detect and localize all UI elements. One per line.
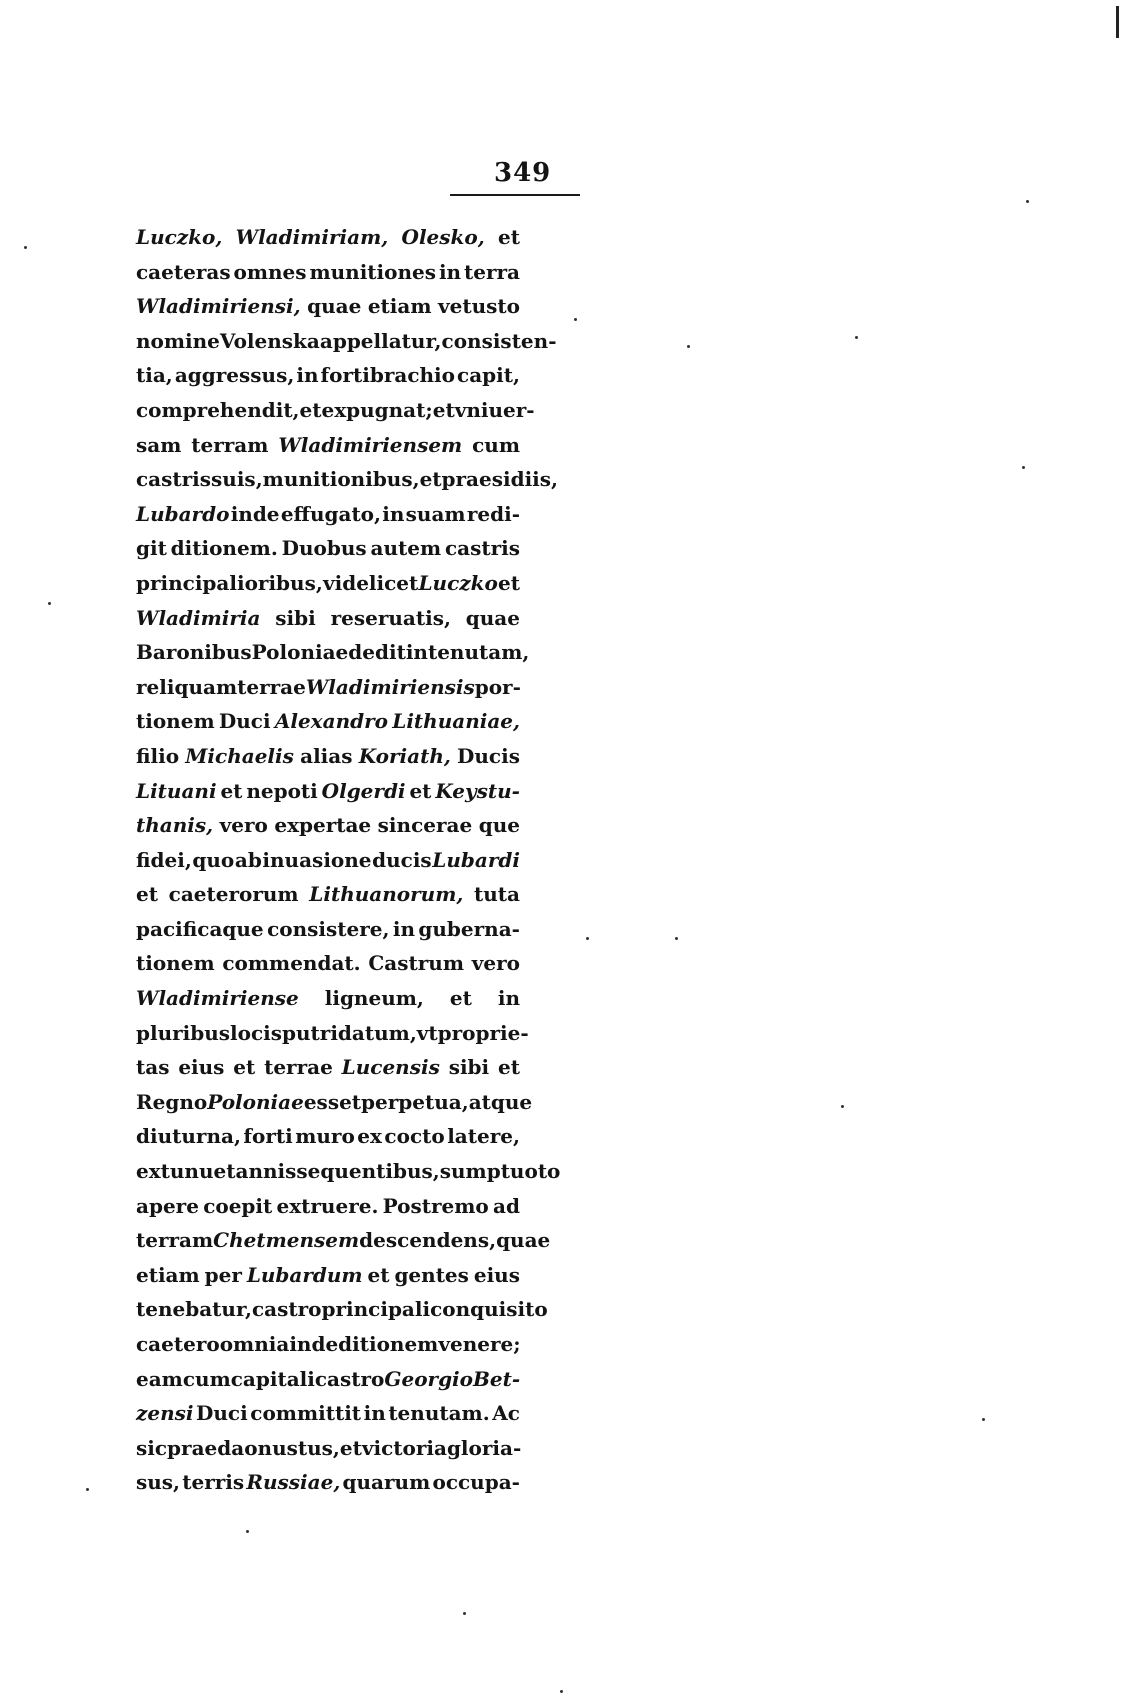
scan-speck	[675, 937, 678, 940]
scan-speck	[855, 336, 858, 339]
word: in	[405, 640, 428, 665]
word: appellatur,	[319, 328, 442, 353]
word: consisten-	[441, 328, 557, 353]
italic-word: thanis,	[136, 813, 214, 838]
italic-word: Michaelis	[185, 743, 294, 768]
word: praeda	[167, 1435, 245, 1460]
word: etiam	[367, 294, 432, 319]
word: praesidiis,	[441, 467, 558, 492]
scan-speck	[24, 246, 27, 249]
text-line	[136, 1154, 561, 1189]
text-line	[136, 289, 520, 324]
word: et	[432, 397, 455, 422]
word: inuasione	[262, 847, 372, 872]
word: principali	[321, 1297, 431, 1322]
word: tionem	[136, 951, 215, 976]
word: in	[363, 1401, 386, 1426]
word: extruere.	[276, 1193, 379, 1218]
italic-word: Bet-	[473, 1366, 521, 1391]
italic-word: Olgerdi	[321, 778, 406, 803]
scan-speck	[463, 1612, 466, 1615]
word: Duci	[218, 709, 271, 734]
scan-speck	[1026, 200, 1029, 203]
word: et	[339, 1435, 362, 1460]
word: fidei,	[136, 847, 192, 872]
word: atque	[468, 1089, 533, 1114]
word: Baronibus	[136, 640, 252, 665]
scan-speck	[246, 1530, 249, 1533]
word: autem	[370, 536, 442, 561]
word: deditionem	[311, 1332, 439, 1356]
word: effugato,	[280, 501, 381, 526]
italic-word: Luczko,	[136, 225, 223, 249]
text-line	[136, 1085, 533, 1120]
word: conquisito	[430, 1297, 548, 1322]
word: proprie-	[437, 1020, 529, 1045]
word: comprehendit,	[136, 397, 300, 422]
word: tionem	[136, 709, 215, 734]
word: eam	[136, 1366, 183, 1391]
word: filio	[136, 743, 180, 768]
text-line	[136, 1465, 520, 1500]
text-line	[136, 601, 520, 636]
text-line	[136, 1431, 520, 1466]
word: quae	[496, 1228, 551, 1253]
text-line	[136, 774, 520, 809]
word: et	[449, 986, 472, 1011]
scan-speck	[982, 1418, 985, 1421]
word: caetero	[136, 1332, 220, 1356]
word: quo	[192, 847, 235, 872]
word: et	[498, 570, 520, 595]
word: annis	[235, 1159, 297, 1184]
word: pacificaque	[136, 916, 264, 941]
word: in	[382, 501, 405, 526]
text-line	[136, 566, 520, 601]
scan-speck	[48, 602, 51, 605]
italic-word: Lithuanorum,	[309, 882, 464, 907]
word: gloria-	[446, 1435, 522, 1460]
scan-speck	[687, 345, 690, 348]
word: sic	[136, 1435, 168, 1460]
word: Volenska	[219, 328, 320, 353]
word: etiam	[136, 1262, 200, 1287]
word: vt	[416, 1020, 438, 1045]
text-line	[136, 670, 520, 705]
word: terris	[182, 1470, 245, 1495]
word: in	[497, 986, 520, 1011]
word: sibi	[448, 1055, 490, 1080]
word: et	[213, 1159, 236, 1184]
italic-word: Lituani	[136, 778, 217, 803]
text-line	[136, 1119, 520, 1154]
word: sam	[136, 432, 182, 457]
word: redi-	[466, 501, 520, 526]
word: et	[367, 1262, 390, 1287]
word: suis,	[211, 467, 263, 492]
header-rule	[450, 194, 580, 196]
word: reliquam	[136, 674, 238, 699]
italic-word: Lucensis	[341, 1055, 440, 1080]
word: quae	[307, 294, 362, 319]
italic-word: zensi	[136, 1401, 194, 1426]
word: vniuer-	[454, 397, 535, 422]
italic-word: Lubardo	[136, 501, 230, 526]
word: sumptuoto	[439, 1159, 561, 1184]
word: gentes	[394, 1262, 469, 1287]
word: castris	[444, 536, 520, 561]
word: victoria	[361, 1435, 447, 1460]
word: et	[220, 778, 243, 803]
word: terrae	[264, 1055, 333, 1080]
word: tenebatur,	[136, 1297, 252, 1322]
italic-word: Alexandro	[274, 709, 388, 734]
italic-word: Koriath,	[358, 743, 451, 768]
word: nomine	[136, 328, 220, 353]
text-line	[136, 220, 520, 255]
word: in	[438, 259, 462, 284]
word: castro	[314, 1366, 385, 1391]
italic-word: Wladimiria	[136, 605, 261, 630]
word: tas	[136, 1055, 170, 1080]
italic-word: Wladimiriensem	[278, 432, 463, 457]
scan-edge-mark	[1116, 6, 1119, 38]
word: sequentibus,	[296, 1159, 440, 1184]
italic-word: Wladimiriensi,	[136, 294, 301, 319]
word: ligneum,	[324, 986, 424, 1011]
word: et	[233, 1055, 256, 1080]
word: cum	[472, 432, 520, 457]
word: cocto	[384, 1124, 445, 1149]
word: eius	[473, 1262, 520, 1287]
word: aggressus,	[174, 363, 295, 388]
text-line	[136, 635, 530, 670]
word: principalioribus,	[136, 570, 323, 595]
word: terram	[191, 432, 269, 457]
word: commendat.	[222, 951, 361, 976]
italic-word: Russiae,	[246, 1470, 341, 1495]
word: putridatum,	[282, 1020, 417, 1045]
word: Ducis	[457, 743, 520, 768]
word: terrae	[237, 674, 306, 699]
word: Regno	[136, 1089, 208, 1114]
text-line	[136, 912, 520, 947]
text-line	[136, 843, 520, 878]
word: videlicet	[323, 570, 419, 595]
word: tia,	[136, 363, 173, 388]
word: ex	[357, 1124, 382, 1149]
word: muro	[295, 1124, 355, 1149]
word: locis	[230, 1020, 283, 1045]
word: tenutam,	[427, 640, 530, 665]
word: terra	[464, 259, 520, 284]
word: omnes	[233, 259, 307, 284]
text-line	[136, 704, 520, 739]
italic-word: Georgio	[384, 1366, 473, 1391]
text-line	[136, 877, 520, 912]
text-line	[136, 1258, 520, 1293]
text-line	[136, 497, 520, 532]
text-line	[136, 946, 520, 981]
word: sibi	[275, 605, 316, 630]
text-line	[136, 1223, 551, 1258]
word: apere	[136, 1193, 199, 1218]
word: committit	[250, 1401, 362, 1426]
word: occupa-	[432, 1470, 520, 1495]
word: omnia	[219, 1332, 290, 1356]
text-line	[136, 393, 535, 428]
word: extunu	[136, 1159, 214, 1184]
scan-speck	[560, 1690, 563, 1693]
word: capit,	[457, 363, 520, 388]
scan-speck	[841, 1105, 844, 1108]
text-line	[136, 1327, 520, 1362]
word: Duobus	[281, 536, 367, 561]
word: ab	[234, 847, 262, 872]
word: reseruatis,	[330, 605, 451, 630]
italic-word: Poloniae	[207, 1089, 304, 1114]
text-line	[136, 531, 520, 566]
text-line	[136, 739, 520, 774]
word: dedit	[348, 640, 406, 665]
word: Poloniae	[251, 640, 349, 665]
scan-speck	[86, 1488, 89, 1491]
word: et	[299, 397, 322, 422]
word: guberna-	[418, 916, 520, 941]
text-line	[136, 462, 558, 497]
word: vetusto	[438, 294, 520, 319]
word: et	[498, 225, 520, 249]
word: Postremo	[382, 1193, 489, 1218]
italic-word: Olesko,	[401, 225, 485, 249]
scan-speck	[574, 318, 577, 321]
word: quae	[465, 605, 520, 630]
body-text	[136, 220, 561, 1500]
text-line	[136, 255, 520, 290]
word: perpetua,	[361, 1089, 469, 1114]
word: munitionibus,	[262, 467, 420, 492]
word: quarum	[342, 1470, 431, 1495]
word: consistere,	[267, 916, 390, 941]
word: por-	[474, 674, 521, 699]
italic-word: Wladimiriam,	[235, 225, 389, 249]
word: in	[289, 1332, 312, 1356]
text-line	[136, 1292, 548, 1327]
italic-word: Chetmensem	[213, 1228, 360, 1253]
text-line	[136, 428, 520, 463]
word: castro	[252, 1297, 322, 1322]
word: et	[497, 1055, 520, 1080]
text-line	[136, 808, 520, 843]
word: vero	[219, 813, 268, 838]
word: et	[136, 882, 158, 907]
word: coepit	[203, 1193, 273, 1218]
word: Ac	[492, 1401, 520, 1426]
text-line	[136, 981, 520, 1016]
word: alias	[300, 743, 353, 768]
word: cum	[182, 1366, 231, 1391]
word: diuturna,	[136, 1124, 241, 1149]
word: descendens,	[359, 1228, 497, 1253]
word: et	[409, 778, 432, 803]
word: in	[392, 916, 415, 941]
word: sincerae	[377, 813, 473, 838]
text-line	[136, 1189, 520, 1224]
word: ad	[493, 1193, 520, 1218]
word: forti	[243, 1124, 293, 1149]
word: sus,	[136, 1470, 181, 1495]
word: pluribus	[136, 1020, 231, 1045]
word: ditionem.	[170, 536, 278, 561]
italic-word: Lithuaniae,	[392, 709, 520, 734]
text-line	[136, 358, 520, 393]
text-line	[136, 324, 557, 359]
word: expertae	[274, 813, 372, 838]
text-line	[136, 1362, 520, 1397]
italic-word: Keystu-	[435, 778, 520, 803]
word: capitali	[230, 1366, 315, 1391]
word: git	[136, 536, 167, 561]
word: nepoti	[246, 778, 318, 803]
page-number: 349	[494, 158, 552, 188]
italic-word: Wladimiriensis	[305, 674, 475, 699]
word: venere;	[438, 1332, 521, 1356]
word: latere,	[447, 1124, 520, 1149]
word: inde	[230, 501, 280, 526]
word: ducis	[372, 847, 432, 872]
text-line	[136, 1050, 520, 1085]
word: tuta	[474, 882, 520, 907]
word: esset	[303, 1089, 362, 1114]
scan-speck	[586, 937, 589, 940]
word: in	[296, 363, 319, 388]
text-line	[136, 1016, 529, 1051]
word: que	[478, 813, 520, 838]
word: Castrum	[368, 951, 464, 976]
word: fortibrachio	[320, 363, 455, 388]
word: onustus,	[244, 1435, 340, 1460]
word: terram	[136, 1228, 214, 1253]
scan-speck	[1022, 466, 1025, 469]
word: per	[204, 1262, 242, 1287]
word: caeterorum	[168, 882, 299, 907]
word: vero	[471, 951, 520, 976]
text-line	[136, 1396, 520, 1431]
word: Duci	[196, 1401, 248, 1426]
italic-word: Lubardi	[432, 847, 520, 872]
word: munitiones	[309, 259, 437, 284]
word: expugnat;	[321, 397, 433, 422]
word: castris	[136, 467, 212, 492]
italic-word: Wladimiriense	[136, 986, 299, 1011]
word: caeteras	[136, 259, 231, 284]
italic-word: Lubardum	[246, 1262, 363, 1287]
word: et	[419, 467, 442, 492]
italic-word: Luczko	[418, 570, 498, 595]
word: suam	[405, 501, 466, 526]
word: eius	[178, 1055, 225, 1080]
word: tenutam.	[388, 1401, 490, 1426]
